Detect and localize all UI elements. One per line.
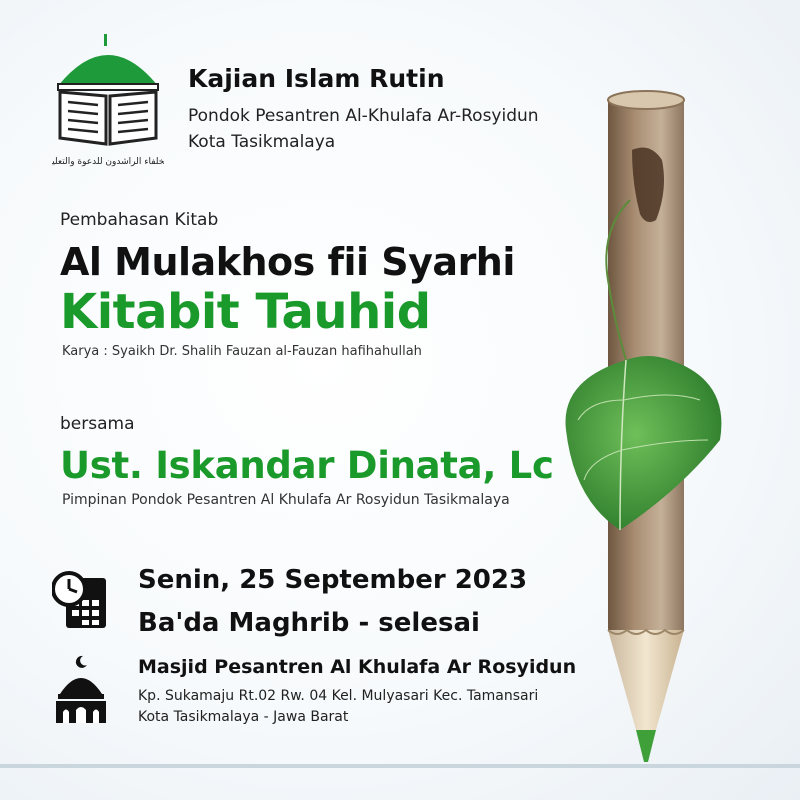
kitab-author: Karya : Syaikh Dr. Shalih Fauzan al-Fauzan hafihahullah <box>62 344 422 359</box>
speaker-name: Ust. Iskandar Dinata, Lc <box>60 444 554 487</box>
organization-city: Kota Tasikmalaya <box>188 132 336 152</box>
logo-book-dome-icon <box>52 34 164 174</box>
mosque-icon <box>54 654 108 724</box>
event-date: Senin, 25 September 2023 <box>138 565 528 595</box>
speaker-role: Pimpinan Pondok Pesantren Al Khulafa Ar Rosyidun Tasikmalaya <box>62 492 510 508</box>
organization-name: Pondok Pesantren Al-Khulafa Ar-Rosyidun <box>188 106 539 126</box>
logo-caption: الخلفاء الراشدون للدعوة والتعليم <box>52 157 164 167</box>
with-label: bersama <box>60 414 135 434</box>
ground-line <box>0 764 800 768</box>
pencil-leaf-illustration <box>560 80 740 770</box>
event-series-title: Kajian Islam Rutin <box>188 64 445 93</box>
event-time: Ba'da Maghrib - selesai <box>138 608 480 638</box>
kitab-intro: Pembahasan Kitab <box>60 210 219 230</box>
calendar-clock-icon <box>52 570 108 630</box>
venue-address-line-1: Kp. Sukamaju Rt.02 Rw. 04 Kel. Mulyasari Kec. Tamansari <box>138 688 539 704</box>
venue-address-line-2: Kota Tasikmalaya - Jawa Barat <box>138 709 349 725</box>
kitab-title-line-1: Al Mulakhos fii Syarhi <box>60 240 515 284</box>
organization-logo <box>52 34 164 174</box>
kitab-title-line-2: Kitabit Tauhid <box>60 284 431 340</box>
venue-name: Masjid Pesantren Al Khulafa Ar Rosyidun <box>138 656 577 678</box>
